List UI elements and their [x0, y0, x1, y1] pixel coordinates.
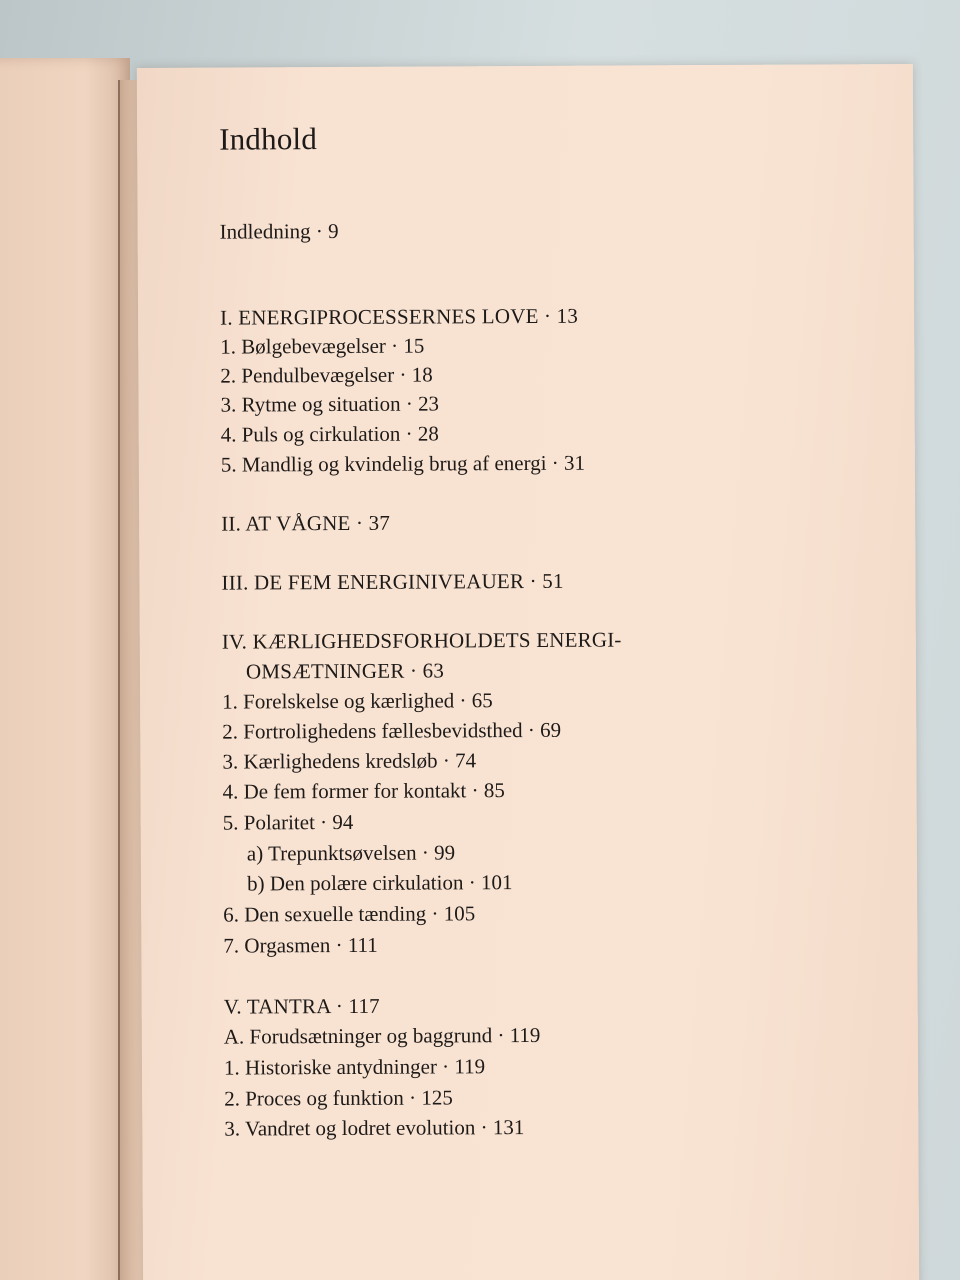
toc-part-2: II. AT VÅGNE · 37 — [221, 510, 391, 536]
right-page — [137, 64, 919, 1280]
table-of-contents — [137, 64, 919, 1280]
toc-part-4-continued: OMSÆTNINGER · 63 — [245, 658, 445, 684]
toc-entry: 3. Rytme og situation · 23 — [220, 391, 440, 417]
toc-entry: 3. Kærlighedens kredsløb · 74 — [222, 748, 477, 774]
toc-entry: 5. Polaritet · 94 — [222, 809, 354, 835]
toc-entry: 7. Orgasmen · 111 — [223, 932, 378, 958]
toc-entry: 3. Vandret og lodret evolution · 131 — [224, 1115, 525, 1141]
toc-entry: 4. De fem former for kontakt · 85 — [222, 778, 505, 804]
toc-entry: A. Forudsætninger og baggrund · 119 — [223, 1022, 541, 1049]
toc-entry-introduction: Indledning · 9 — [219, 218, 339, 244]
toc-entry: 2. Fortrolighedens fællesbevidsthed · 69 — [222, 717, 562, 744]
toc-entry: 6. Den sexuelle tænding · 105 — [223, 901, 476, 927]
toc-entry: 1. Forelskelse og kærlighed · 65 — [222, 688, 493, 714]
toc-entry: 4. Puls og cirkulation · 28 — [220, 421, 439, 447]
toc-part-4: IV. KÆRLIGHEDSFORHOLDETS ENERGI- — [221, 627, 622, 654]
toc-part-1: I. ENERGIPROCESSERNES LOVE · 13 — [220, 303, 579, 330]
toc-subentry: b) Den polære cirkulation · 101 — [246, 870, 513, 896]
toc-entry: 2. Pendulbevægelser · 18 — [220, 362, 433, 388]
toc-entry: 1. Historiske antydninger · 119 — [223, 1054, 486, 1080]
toc-entry: 5. Mandlig og kvindelig brug af energi · 31 — [220, 450, 586, 477]
page-title: Indhold — [219, 121, 318, 157]
toc-entry: 2. Proces og funktion · 125 — [224, 1085, 453, 1111]
toc-part-3: III. DE FEM ENERGINIVEAUER · 51 — [221, 568, 564, 595]
toc-subentry: a) Trepunktsøvelsen · 99 — [246, 840, 456, 866]
toc-entry: 1. Bølgebevægelser · 15 — [220, 333, 425, 359]
left-page — [0, 58, 130, 1280]
toc-part-5: V. TANTRA · 117 — [223, 993, 380, 1019]
